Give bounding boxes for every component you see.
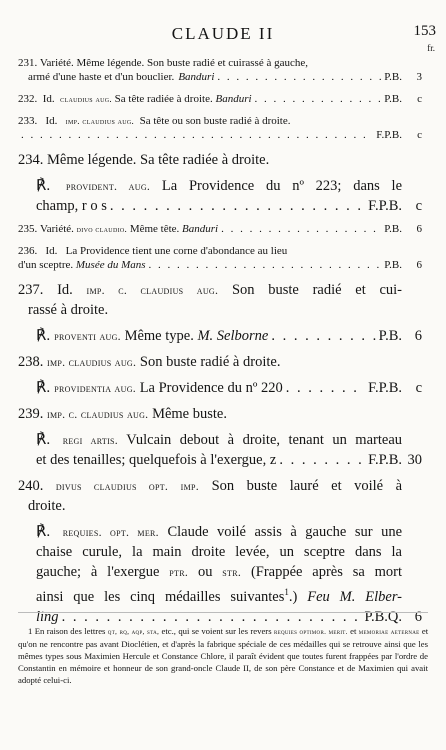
leader-dots — [279, 450, 365, 470]
entry-text: Son buste radié et cui- — [231, 282, 403, 298]
entry-label: Variété. — [40, 223, 74, 235]
entry-text: ainsi que les cinq médailles suivantes — [36, 588, 285, 605]
entry-number: 232. — [18, 93, 38, 105]
entry-238 — [18, 352, 422, 372]
entry-number: 240. — [18, 478, 44, 494]
footnote-letters: sta, — [147, 627, 160, 636]
page-title: CLAUDE II — [171, 24, 275, 43]
rarity: c — [417, 93, 422, 105]
entry-232 — [18, 92, 422, 106]
reverse-mark: ℟. — [36, 177, 51, 194]
rarity: 3 — [416, 71, 422, 83]
reverse-mark: ℟. — [36, 327, 51, 344]
entry-237 — [18, 280, 422, 320]
source: ling — [36, 608, 59, 625]
entry-text: Son buste radié à droite. — [139, 354, 281, 370]
entry-number: 233. — [18, 115, 38, 127]
entry-text: droite. — [28, 498, 66, 514]
legend: providentia aug. — [54, 381, 137, 395]
source: Feu M. Elber- — [307, 588, 403, 605]
metal: F.P.B. — [376, 129, 402, 141]
footnote-number: 1 — [28, 626, 33, 636]
entry-238-reverse — [18, 378, 422, 398]
entry-text: gauche; à l'exergue — [36, 564, 160, 580]
metal: F.P.B. — [368, 452, 402, 468]
page-number: 153 — [413, 23, 436, 39]
leader-dots — [217, 70, 381, 84]
coin-catalogue — [18, 56, 422, 633]
metal: F.P.B. — [368, 198, 402, 214]
footnote-text: et qu'on ne rencontre pas avant Dioclétien, et d'après la fabrique spéciale de ces médailles qui se retrouve ainsi que les mêmes types sous Maximien Hercule et Constance Chlore, il paraît évident que toutes furent frappées par l'ordre de Constantin en mémoire et honneur de son grand-oncle Claude II, de son père Constance et de Maximien qui avait adopté celui-ci. — [18, 626, 429, 685]
entry-number: 239. — [18, 406, 44, 422]
entry-text: .) — [288, 588, 298, 605]
rarity: 6 — [414, 328, 422, 344]
source: Banduri — [215, 93, 252, 105]
footnote-letters: aqp, — [131, 627, 145, 636]
rarity-column-label: fr. — [427, 43, 435, 53]
legend: claudius aug. — [60, 94, 112, 104]
entry-text: armé d'une haste et d'un bouclier. — [28, 71, 175, 83]
rarity: 6 — [416, 259, 422, 271]
entry-text: Même tête. — [129, 223, 180, 235]
rarity: c — [415, 380, 422, 396]
leader-dots — [149, 258, 382, 272]
entry-text: Même type. — [124, 328, 194, 344]
rarity: 6 — [416, 223, 422, 235]
entry-number: 237. — [18, 282, 44, 298]
legend: imp. claudius aug. — [65, 116, 135, 126]
leader-dots — [62, 607, 362, 627]
leader-dots — [271, 326, 375, 346]
entry-231 — [18, 56, 422, 84]
source: Banduri — [178, 71, 215, 83]
source: Musée du Mans — [75, 259, 146, 271]
footnote-text: et — [350, 626, 357, 636]
entry-text: Variété. Même légende. Son buste radié et cuirassé à gauche, — [39, 57, 308, 69]
entry-text: La Providence du nº 220 — [139, 380, 283, 396]
legend: imp. c. claudius aug. — [47, 407, 149, 421]
metal: P.B. — [384, 71, 402, 83]
metal: P.B. — [384, 223, 402, 235]
entry-number: 235. — [18, 223, 38, 235]
entry-text: La Providence du nº 223; dans le — [161, 178, 403, 194]
footnote-letters: rq, — [119, 627, 130, 636]
legend: regi artis. — [62, 433, 119, 447]
legend: provident. aug. — [65, 179, 151, 193]
entry-text: Même buste. — [152, 406, 227, 422]
entry-number: 236. — [18, 245, 38, 257]
entry-text: Même légende. Sa tête radiée à droite. — [47, 152, 270, 168]
footnote-text: En raison des lettres — [34, 626, 106, 636]
metal: P.B. — [384, 93, 402, 105]
footnote-divider — [18, 612, 428, 613]
leader-dots — [255, 92, 382, 106]
entry-text: Claude voilé assis à gauche sur une — [167, 524, 403, 540]
entry-label: Id. — [45, 115, 58, 127]
legend: requies. opt. mer. — [62, 525, 159, 539]
entry-label: Id. — [57, 282, 73, 298]
rarity: c — [415, 198, 422, 214]
entry-text: d'un sceptre. — [18, 259, 74, 271]
source: Banduri — [182, 223, 219, 235]
footnote-letters: qt, — [107, 627, 118, 636]
entry-233 — [18, 114, 422, 142]
entry-number: 234. — [18, 152, 44, 168]
legend: imp. — [180, 479, 200, 493]
entry-240 — [18, 476, 422, 516]
reverse-mark: ℟. — [36, 523, 51, 540]
entry-text: Sa tête radiée à droite. — [114, 93, 213, 105]
metal: F.P.B. — [368, 380, 402, 396]
footnote-text: etc., qui se voient sur les revers — [161, 626, 272, 636]
leader-dots — [221, 222, 381, 236]
exergue-letters: str. — [222, 565, 242, 579]
footnote-ref[interactable]: 1 — [284, 587, 289, 597]
entry-text: Son buste lauré et voilé à — [211, 478, 403, 494]
entry-text: chaise curule, la main droite levée, un sceptre dans la — [36, 544, 402, 560]
metal: P.B. — [378, 328, 402, 344]
entry-text: ou — [197, 564, 213, 580]
entry-235 — [18, 222, 422, 236]
rarity: c — [417, 129, 422, 141]
entry-236 — [18, 244, 422, 272]
entry-label: Id. — [42, 93, 55, 105]
entry-text: Sa tête ou son buste radié à droite. — [139, 115, 291, 127]
entry-number: 238. — [18, 354, 44, 370]
rarity: 30 — [407, 452, 422, 468]
legend: proventi aug. — [54, 329, 121, 343]
field-letters: r o s — [81, 198, 107, 214]
entry-text: Vulcain debout à droite, tenant un marteau — [126, 432, 403, 448]
leader-dots — [21, 128, 373, 142]
footnote — [18, 625, 428, 686]
reverse-mark: ℟. — [36, 431, 51, 448]
footnote-legend: memoriae aeternae — [358, 627, 420, 636]
entry-text: rassé à droite. — [28, 302, 109, 318]
legend: imp. c. claudius aug. — [86, 283, 219, 297]
metal: P.B. — [384, 259, 402, 271]
legend: divo claudio. — [76, 224, 128, 234]
entry-234 — [18, 150, 422, 170]
leader-dots — [110, 196, 365, 216]
entry-239 — [18, 404, 422, 424]
entry-text: (Frappée après sa mort — [250, 564, 402, 580]
entry-239-reverse — [18, 430, 422, 470]
reverse-mark: ℟. — [36, 379, 51, 396]
entry-text: champ, — [36, 198, 79, 214]
entry-237-reverse — [18, 326, 422, 346]
footnote-legend: merit. — [328, 627, 348, 636]
legend: imp. claudius aug. — [47, 355, 137, 369]
metal: P.B.Q. — [364, 608, 402, 625]
entry-234-reverse — [18, 176, 422, 216]
entry-text: La Providence tient une corne d'abondance au lieu — [65, 245, 288, 257]
entry-text: et des tenailles; quelquefois à l'exergue, z — [36, 452, 277, 468]
entry-label: Id. — [45, 245, 58, 257]
source: M. Selborne — [197, 328, 269, 344]
entry-number: 231. — [18, 57, 38, 69]
leader-dots — [286, 378, 365, 398]
exergue-letters: ptr. — [169, 565, 189, 579]
rarity: 6 — [414, 608, 422, 625]
legend: divus claudius opt. — [55, 479, 169, 493]
footnote-legend: requies optimor. — [273, 627, 327, 636]
